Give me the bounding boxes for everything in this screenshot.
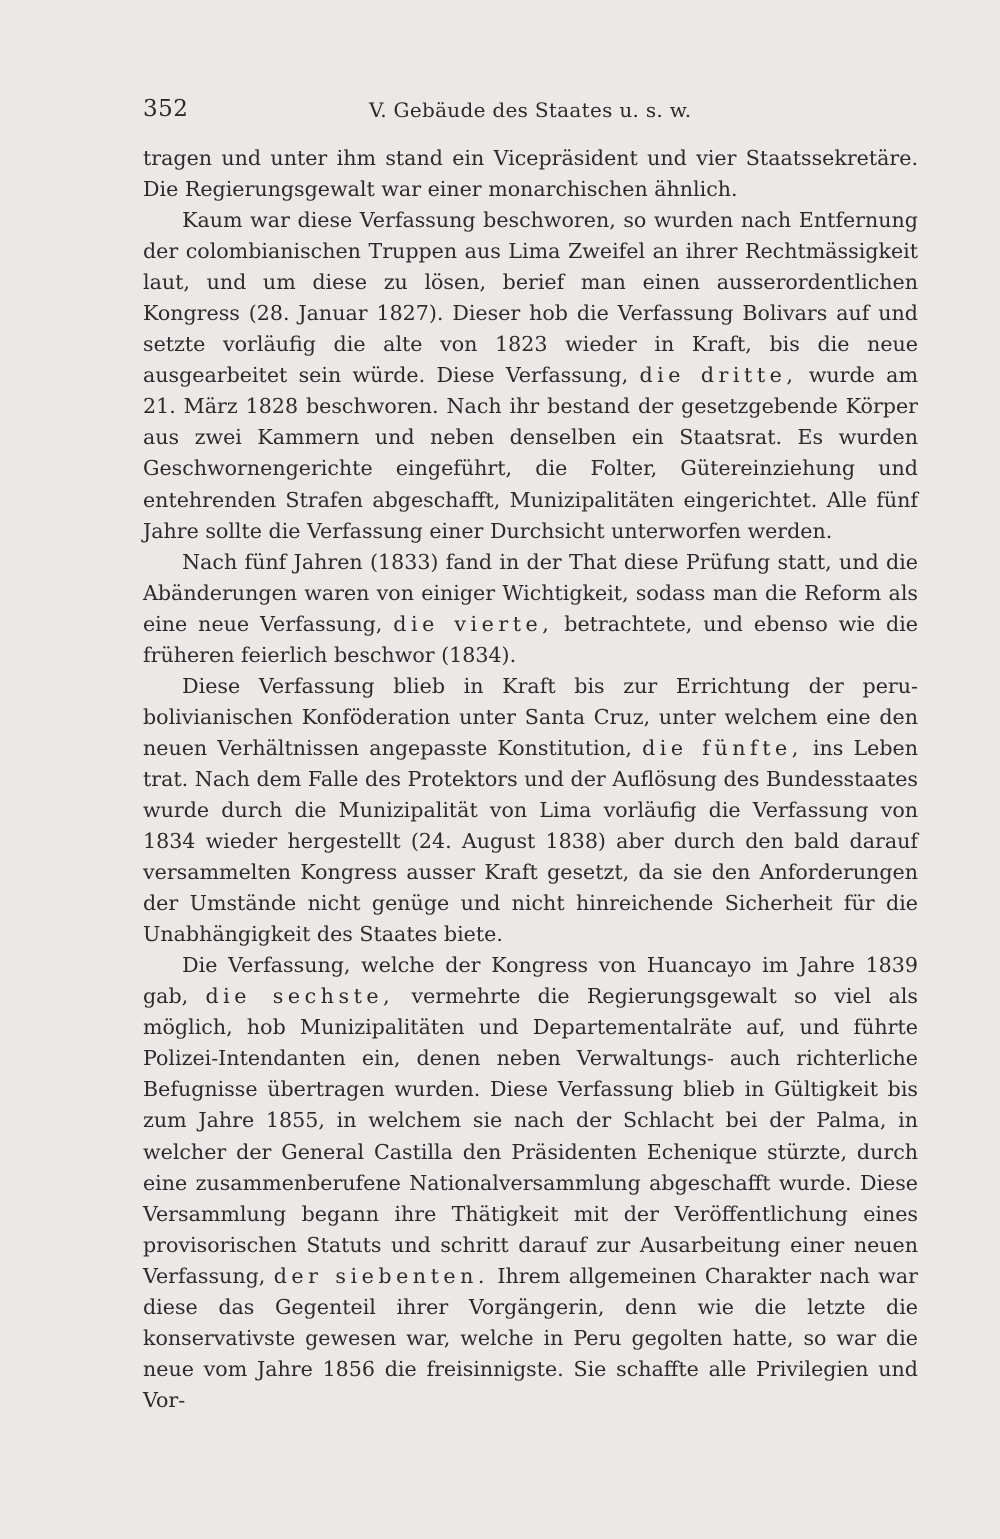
paragraph-3: [143, 547, 918, 671]
paragraph-text: Ihrem allgemeinen Charakter nach war diese das Gegenteil ihrer Vorgängerin, denn wie die letzte die konservativste gewesen war, welche in Peru gegolten hatte, so war die neue vom Jahre 1856 die freisinnigste. Sie schaffte alle Privilegien und Vor-: [143, 1263, 918, 1412]
paragraph-text: tragen und unter ihm stand ein Vicepräsident und vier Staatssekretäre. Die Regierungsgewalt war einer monarchischen ähnlich.: [143, 146, 918, 202]
spaced-emphasis: die fünfte,: [642, 735, 803, 760]
paragraph-text: Nach fünf Jahren (1833) fand in der That diese Prüfung statt, und die Abänderungen waren von einiger Wichtigkeit, sodass man die Reform als eine neue Verfassung,: [143, 549, 918, 636]
paragraph-text: betrachtete, und ebenso wie die früheren feierlich beschwor (1834).: [143, 611, 918, 667]
paragraph-2: [143, 205, 918, 547]
paragraph-text: vermehrte die Regierungsgewalt so viel als möglich, hob Munizipalitäten und Departementalräte auf, und führte Polizei-Intendanten ein, denen neben Verwaltungs- auch richterliche Befugnisse übertragen wurden. Diese Verfassung blieb in Gültigkeit bis zum Jahre 1855, in welchem sie nach der Schlacht bei der Palma, in welcher der General Castilla den Präsidenten Echenique stürzte, durch eine zusammenberufene Nationalversammlung abgeschafft wurde. Diese Versammlung begann ihre Thätigkeit mit der Veröffentlichung eines provisorischen Statuts und schritt darauf zur Ausarbeitung einer neuen Verfassung,: [143, 984, 918, 1288]
paragraph-1: [143, 143, 918, 205]
paragraph-5: [143, 950, 918, 1416]
spaced-emphasis: der siebenten.: [273, 1263, 489, 1288]
body-text: [143, 143, 918, 1416]
paragraph-text: Diese Verfassung blieb in Kraft bis zur Errichtung der peru-bolivianischen Konföderation unter Santa Cruz, unter welchem eine den neuen Verhältnissen angepasste Konstitution,: [143, 673, 918, 760]
paragraph-4: [143, 671, 918, 950]
spaced-emphasis: die sechste,: [205, 984, 395, 1009]
paragraph-text: Die Verfassung, welche der Kongress von Huancayo im Jahre 1839 gab,: [143, 953, 918, 1009]
page-number: 352: [143, 96, 189, 122]
page-header: [143, 96, 918, 130]
running-head: V. Gebäude des Staates u. s. w.: [369, 98, 692, 122]
paragraph-text: Kaum war diese Verfassung beschworen, so wurden nach Entfernung der colombianischen Truppen aus Lima Zweifel an ihrer Rechtmässigkeit laut, und um diese zu lösen, berief man einen ausserordentlichen Kongress (28. Januar 1827). Dieser hob die Verfassung Bolivars auf und setzte vorläufig die alte von 1823 wieder in Kraft, bis die neue ausgearbeitet sein würde. Diese Verfassung,: [143, 208, 918, 388]
spaced-emphasis: die dritte,: [639, 363, 798, 388]
paragraph-text: wurde am 21. März 1828 beschworen. Nach ihr bestand der gesetzgebende Körper aus zwei Kammern und neben denselben ein Staatsrat. Es wurden Geschwornengerichte eingeführt, die Folter, Gütereinziehung und entehrenden Strafen abgeschafft, Munizipalitäten eingerichtet. Alle fünf Jahre sollte die Verfassung einer Durchsicht unterworfen werden.: [143, 363, 918, 543]
paragraph-text: ins Leben trat. Nach dem Falle des Protektors und der Auflösung des Bundesstaates wurde durch die Munizipalität von Lima vorläufig die Verfassung von 1834 wieder hergestellt (24. August 1838) aber durch den bald darauf versammelten Kongress ausser Kraft gesetzt, da sie den Anforderungen der Umstände nicht genüge und nicht hinreichende Sicherheit für die Unabhängigkeit des Staates biete.: [143, 735, 918, 947]
spaced-emphasis: die vierte,: [393, 611, 554, 636]
